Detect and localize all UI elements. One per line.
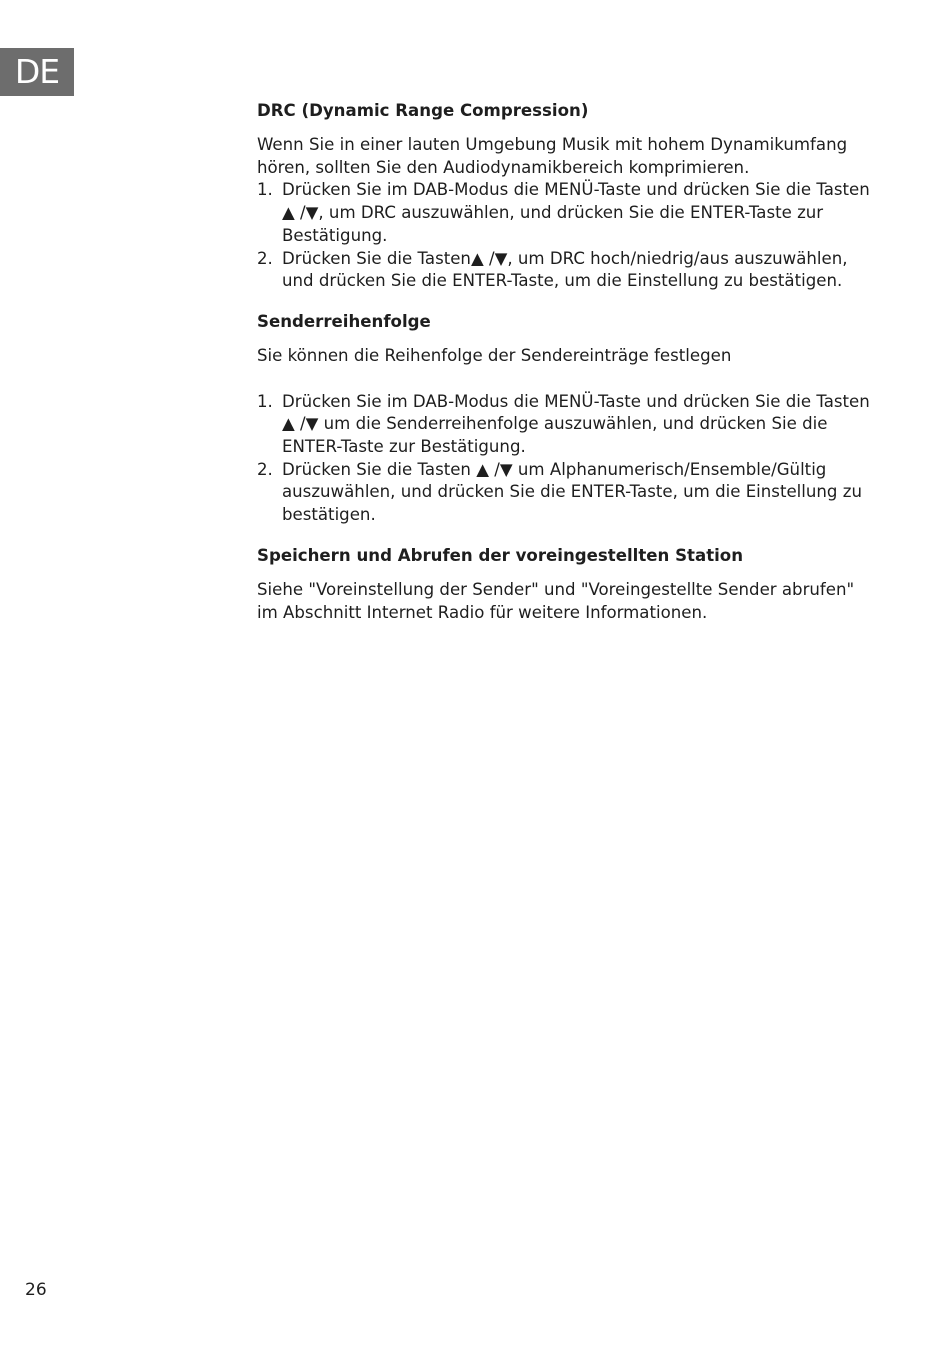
language-tab: DE [0,48,74,96]
page-content [257,98,877,624]
list-item [257,459,877,527]
list-item [257,391,877,459]
section-heading-drc: DRC (Dynamic Range Compression) [257,101,589,120]
step-number: 2. [257,459,273,479]
step-number: 1. [257,180,273,200]
list-item [257,179,877,247]
section-intro-drc: Wenn Sie in einer lauten Umgebung Musik mit hohem Dynamikumfang hören, sollten Sie den Audiodynamikbereich komprimieren. [257,135,848,177]
section-intro-presets: Siehe "Voreinstellung der Sender" und "Voreingestellte Sender abrufen" im Abschnitt Internet Radio für weitere Informationen. [257,579,855,622]
section-heading-presets: Speichern und Abrufen der voreingestellten Station [257,545,744,565]
steps-list-sender-order [257,391,877,527]
list-item [257,248,877,293]
step-text: Drücken Sie im DAB-Modus die MENÜ-Taste und drücken Sie die Tasten ▲ /▼ um die Senderreihenfolge auszuwählen, und drücken Sie die ENTER-Taste zur Bestätigung. [282,391,870,457]
section-intro-sender-order: Sie können die Reihenfolge der Sendereinträge festlegen [257,345,732,365]
step-number: 1. [257,391,273,411]
step-text: Drücken Sie die Tasten▲ /▼, um DRC hoch/niedrig/aus auszuwählen, und drücken Sie die ENTER-Taste, um die Einstellung zu bestätigen. [282,248,848,291]
step-text: Drücken Sie im DAB-Modus die MENÜ-Taste und drücken Sie die Tasten ▲ /▼, um DRC auszuwählen, und drücken Sie die ENTER-Taste zur Bestätigung. [282,180,870,245]
step-text: Drücken Sie die Tasten ▲ /▼ um Alphanumerisch/Ensemble/Gültig auszuwählen, und drücken Sie die ENTER-Taste, um die Einstellung zu bestätigen. [282,459,862,525]
page-number: 26 [25,1280,47,1300]
steps-list-drc [257,179,877,293]
section-heading-sender-order: Senderreihenfolge [257,311,431,331]
step-number: 2. [257,248,273,268]
